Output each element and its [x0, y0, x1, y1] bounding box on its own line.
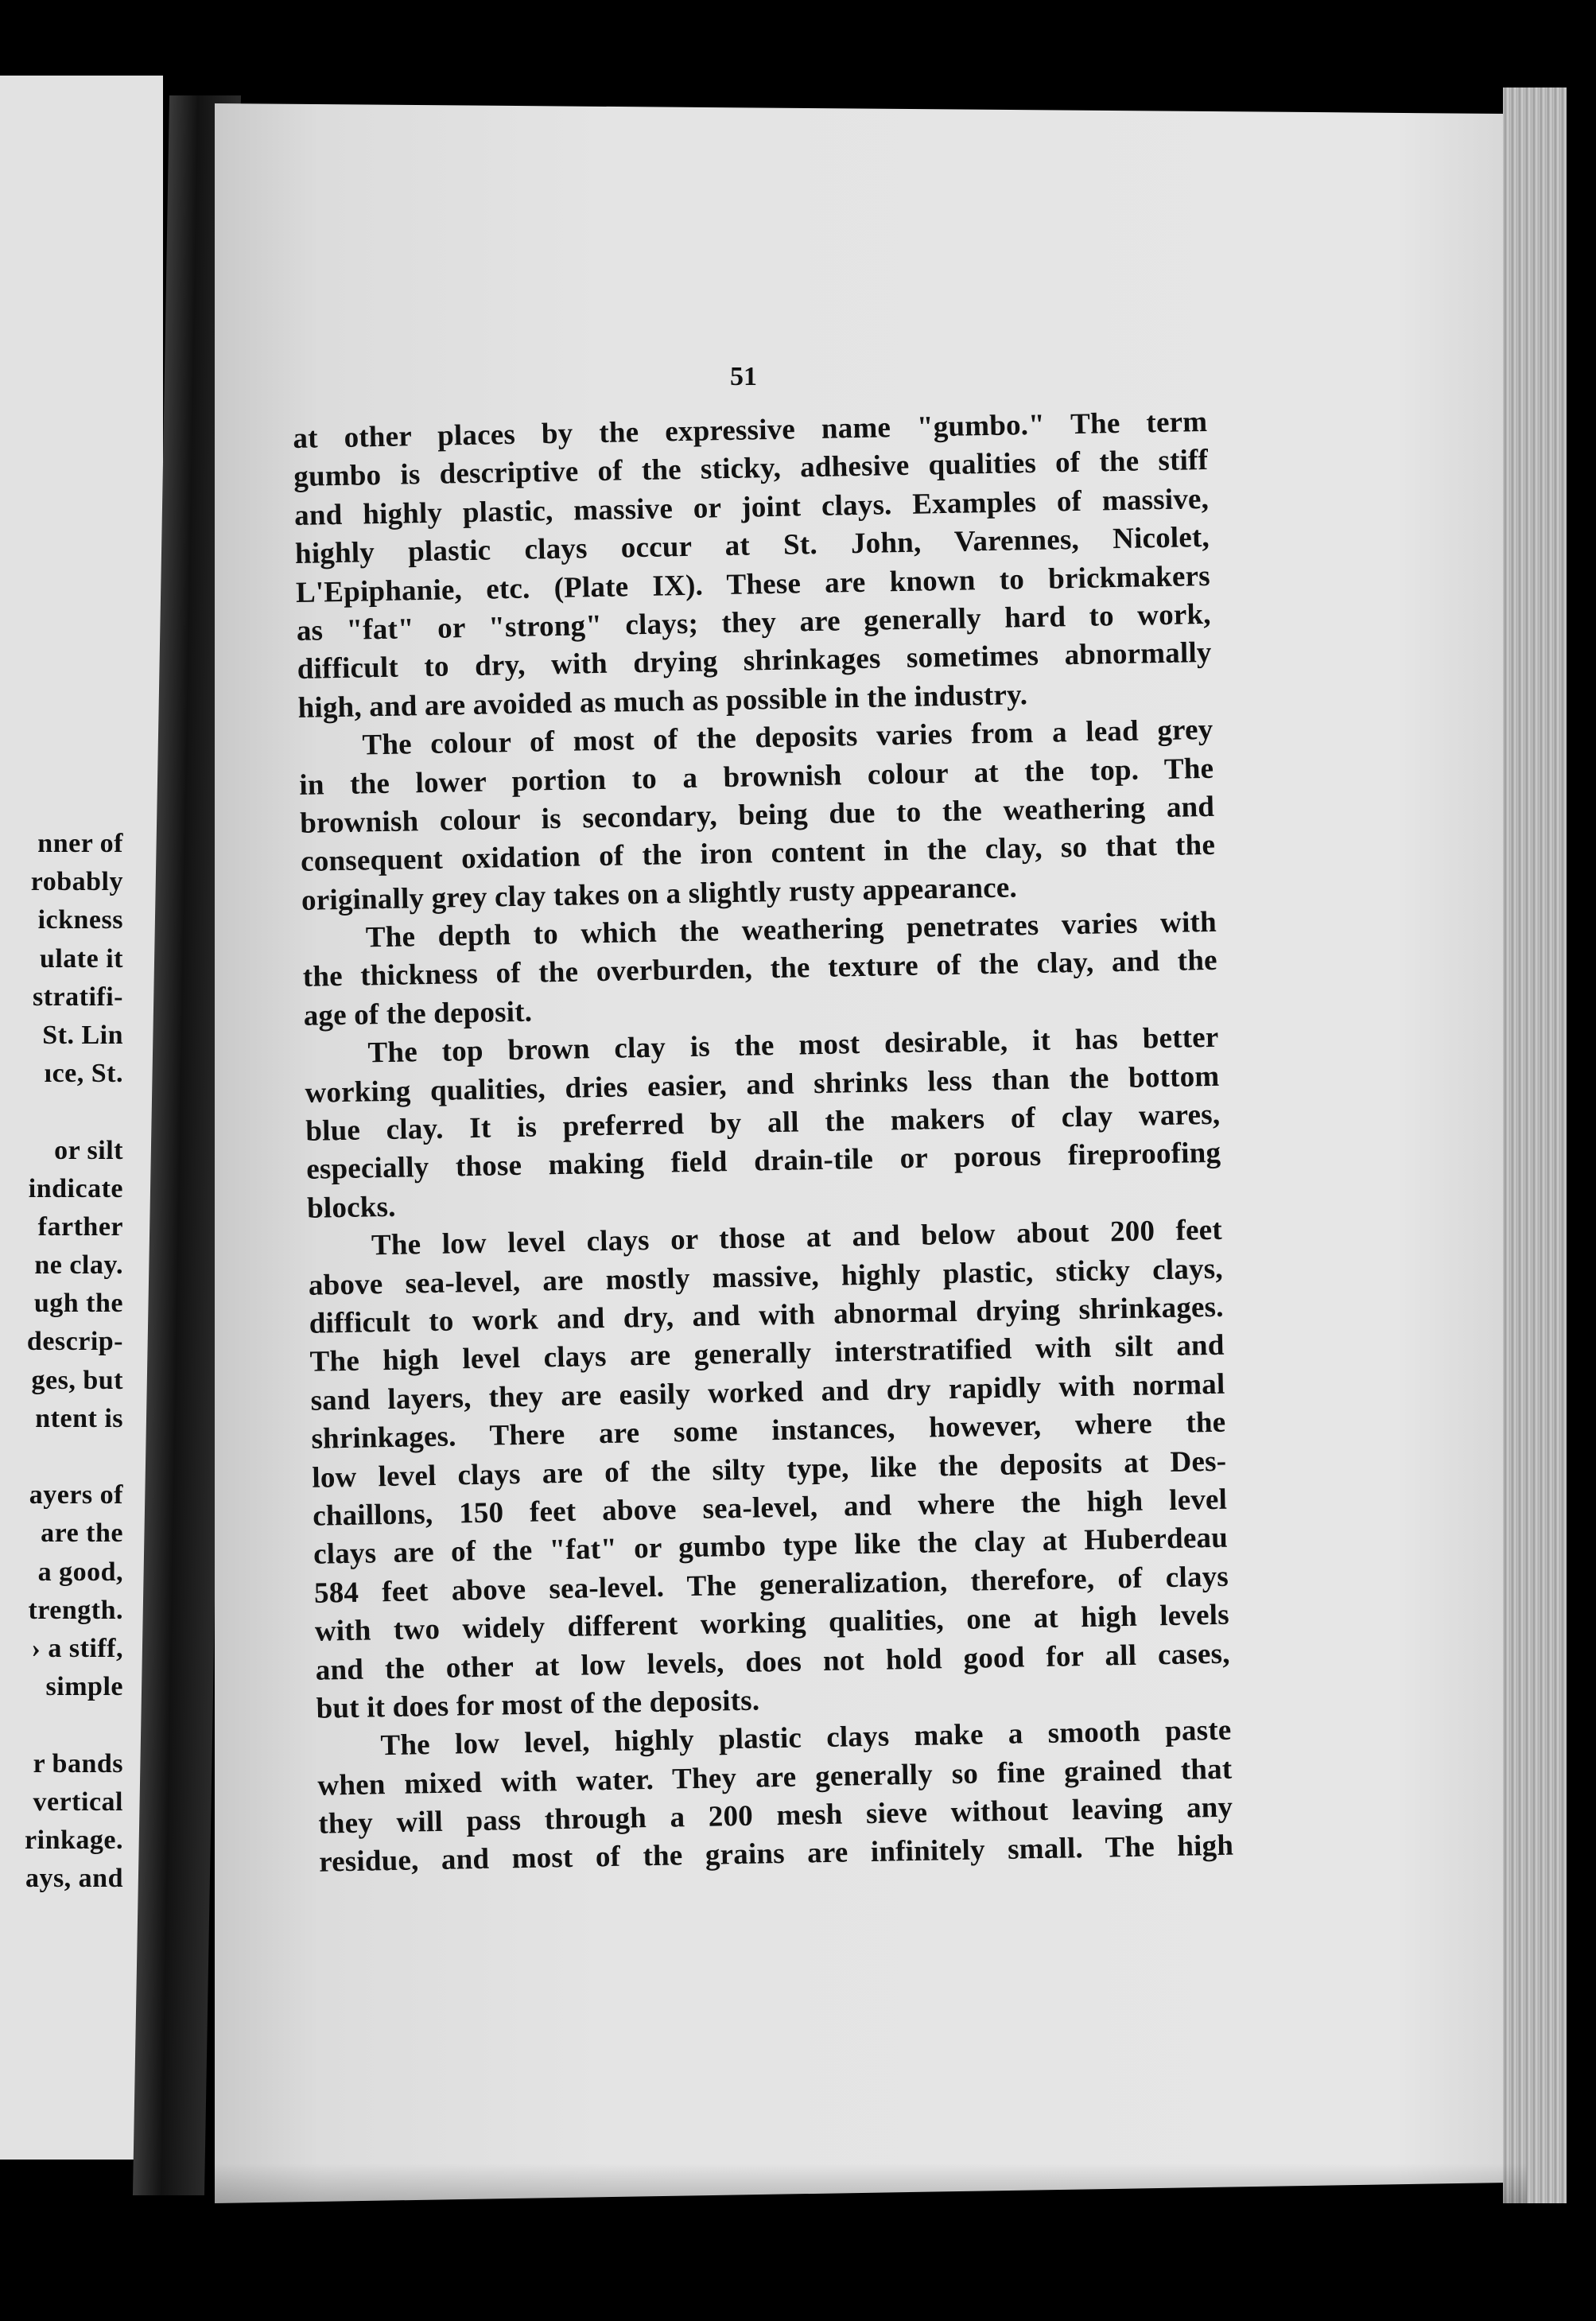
text-line: chaillons, 150 feet above sea-level, and where the high level [312, 1483, 1228, 1533]
left-page-line: nner of [37, 829, 123, 858]
left-page-line: ayers of [29, 1480, 123, 1510]
text-line: consequent oxidation of the iron content in the clay, so that the [300, 829, 1216, 879]
left-page-line: simple [45, 1672, 123, 1702]
text-line: blue clay. It is preferred by all the makers of clay wares, [305, 1098, 1221, 1148]
left-page-line: descrip- [26, 1327, 123, 1357]
text-line: and highly plastic, massive or joint clays. Examples of massive, [293, 482, 1210, 532]
text-line: highly plastic clays occur at St. John, Varennes, Nicolet, [294, 521, 1210, 571]
text-line: originally grey clay takes on a slightly rusty appearance. [301, 871, 1018, 917]
page-edge [1503, 87, 1567, 2203]
left-page-line: are the [41, 1518, 123, 1549]
text-line: and the other at low levels, does not hold good for all cases, [315, 1637, 1230, 1687]
left-page-line: or silt [54, 1135, 123, 1165]
left-page-line: indicate [28, 1173, 123, 1203]
left-page-line: › a stiff, [31, 1633, 123, 1663]
left-page-line: rinkage. [25, 1825, 123, 1855]
text-line: difficult to dry, with drying shrinkages sometimes abnormally [297, 636, 1212, 686]
left-page-line: vertical [33, 1786, 123, 1817]
text-line: in the lower portion to a brownish colour at the top. The [299, 752, 1214, 802]
text-line: blocks. [306, 1190, 396, 1225]
left-page-line: ickness [37, 905, 123, 935]
left-page-line: farther [37, 1211, 123, 1242]
text-line: difficult to work and dry, and with abnormal drying shrinkages. [309, 1290, 1225, 1340]
body-text [293, 403, 1234, 1883]
text-line: with two widely different working qualities, one at high levels [314, 1598, 1230, 1648]
text-line: especially those making field drain-tile or porous fireproofing [305, 1137, 1221, 1187]
text-line: as "fat" or "strong" clays; they are generally hard to work, [296, 597, 1212, 647]
text-line: 584 feet above sea-level. The generalization, therefore, of clays [313, 1560, 1229, 1610]
text-line: when mixed with water. They are generally so fine grained that [317, 1752, 1233, 1802]
left-page-line: ulate it [39, 943, 123, 974]
left-page-line: ntent is [35, 1403, 123, 1433]
text-line: The low level, highly plastic clays make a smooth paste [380, 1713, 1232, 1763]
text-line: L'Epiphanie, etc. (Plate IX). These are known to brickmakers [295, 559, 1211, 609]
text-line: The colour of most of the deposits varies from a lead grey [362, 713, 1214, 762]
left-page-line: robably [30, 867, 123, 897]
left-page-line: trength. [28, 1595, 123, 1625]
text-line: residue, and most of the grains are infinitely small. The high [318, 1829, 1234, 1880]
text-line: The depth to which the weathering penetrates varies with [365, 905, 1217, 954]
text-line: age of the deposit. [303, 995, 533, 1032]
text-line: working qualities, dries easier, and shrinks less than the bottom [305, 1059, 1220, 1110]
text-line: but it does for most of the deposits. [316, 1684, 760, 1725]
left-page-line: ne clay. [34, 1250, 123, 1281]
left-page-line [0, 1093, 123, 1131]
text-line: they will pass through a 200 mesh sieve without leaving any [317, 1790, 1233, 1841]
left-page-line: ıce, St. [44, 1059, 123, 1089]
text-line: at other places by the expressive name "gumbo." The term [293, 405, 1208, 455]
text-line: high, and are avoided as much as possible in the industry. [297, 678, 1028, 725]
left-page-line [0, 1438, 123, 1476]
left-page-line [0, 1706, 123, 1744]
left-page-line: a good, [37, 1557, 123, 1587]
page-bottom-shadow [215, 2164, 1527, 2211]
left-page-line: r bands [33, 1748, 123, 1779]
left-page-line: ays, and [25, 1864, 123, 1894]
text-line: shrinkages. There are some instances, however, where the [311, 1405, 1226, 1456]
text-line: The low level clays or those at and below about 200 feet [371, 1213, 1223, 1262]
left-page-line: ugh the [33, 1289, 123, 1319]
text-line: above sea-level, are mostly massive, highly plastic, sticky clays, [308, 1252, 1224, 1302]
text-line: The top brown clay is the most desirable, it has better [367, 1021, 1219, 1070]
text-line: gumbo is descriptive of the sticky, adhesive qualities of the stiff [293, 444, 1209, 494]
page-number: 51 [730, 362, 757, 391]
text-line: The high level clays are generally interstratified with silt and [309, 1329, 1225, 1379]
left-page-line: St. Lin [42, 1020, 123, 1050]
left-page-text [0, 825, 123, 1898]
text-line: clays are of the "fat" or gumbo type like the clay at Huberdeau [313, 1522, 1229, 1572]
text-line: the thickness of the overburden, the texture of the clay, and the [302, 944, 1218, 994]
text-line: sand layers, they are easily worked and dry rapidly with normal [310, 1367, 1225, 1417]
text-line: brownish colour is secondary, being due to the weathering and [299, 790, 1215, 840]
text-line: low level clays are of the silty type, like the deposits at Des- [311, 1444, 1227, 1495]
left-page-line: stratifi- [32, 982, 123, 1012]
left-page-line: ges, but [31, 1365, 123, 1395]
